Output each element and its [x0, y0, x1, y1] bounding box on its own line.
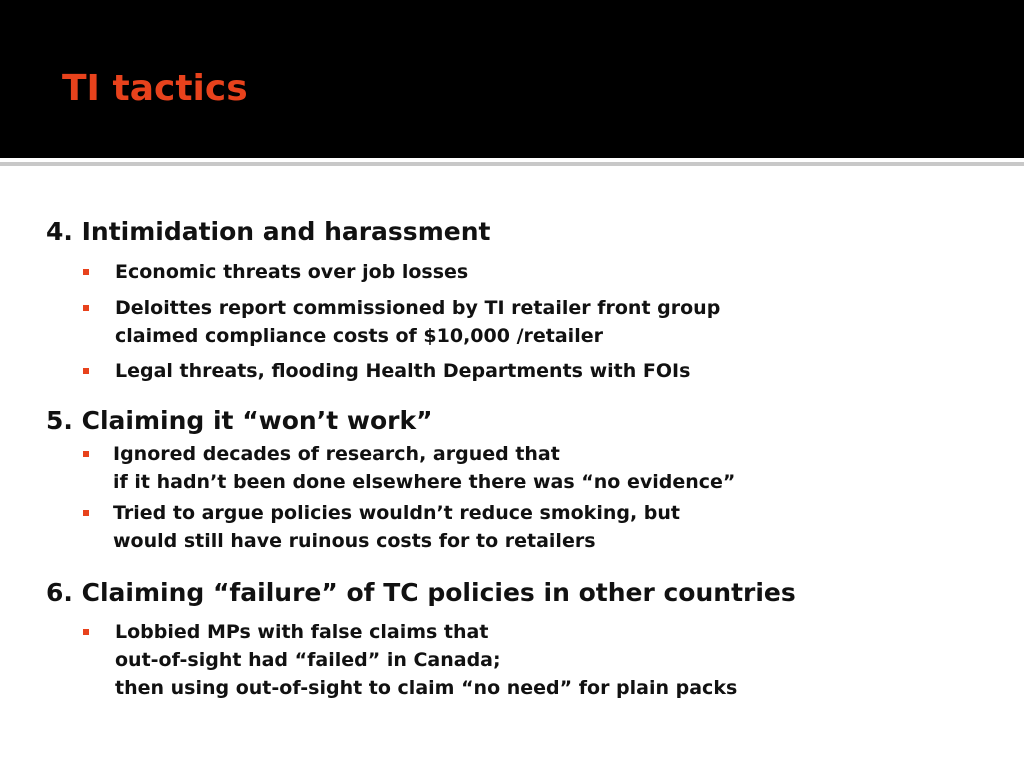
- bullet-line: Legal threats, flooding Health Departments with FOIs: [115, 360, 691, 382]
- bullet-marker-icon: [83, 305, 89, 311]
- bullet-ruinous-costs: [84, 499, 680, 555]
- section-heading-intimidation: 4. Intimidation and harassment: [46, 217, 491, 246]
- bullet-marker-icon: [83, 368, 89, 374]
- bullet-ignored-research: [84, 440, 735, 496]
- section-heading-wont-work: 5. Claiming it “won’t work”: [46, 406, 433, 435]
- bullet-line: Ignored decades of research, argued that: [113, 443, 560, 465]
- bullet-marker-icon: [83, 451, 89, 457]
- bullet-legal-threats: [84, 357, 690, 385]
- bullet-line: Economic threats over job losses: [115, 261, 469, 283]
- bullet-deloittes-report: [84, 294, 720, 350]
- title-divider: [0, 162, 1024, 166]
- bullet-line: would still have ruinous costs for to retailers: [113, 530, 596, 552]
- bullet-line: claimed compliance costs of $10,000 /retailer: [115, 325, 603, 347]
- slide-title: TI tactics: [62, 68, 248, 109]
- bullet-line: then using out-of-sight to claim “no need” for plain packs: [115, 677, 738, 699]
- bullet-line: Deloittes report commissioned by TI retailer front group: [115, 297, 721, 319]
- bullet-line: out-of-sight had “failed” in Canada;: [115, 649, 501, 671]
- bullet-marker-icon: [83, 629, 89, 635]
- bullet-line: if it hadn’t been done elsewhere there was “no evidence”: [113, 471, 736, 493]
- bullet-line: Tried to argue policies wouldn’t reduce smoking, but: [113, 502, 681, 524]
- bullet-economic-threats: [84, 258, 468, 286]
- bullet-marker-icon: [83, 269, 89, 275]
- bullet-marker-icon: [83, 510, 89, 516]
- bullet-lobbied-mps: [84, 618, 737, 702]
- section-heading-failure-claims: 6. Claiming “failure” of TC policies in other countries: [46, 578, 796, 607]
- bullet-line: Lobbied MPs with false claims that: [115, 621, 489, 643]
